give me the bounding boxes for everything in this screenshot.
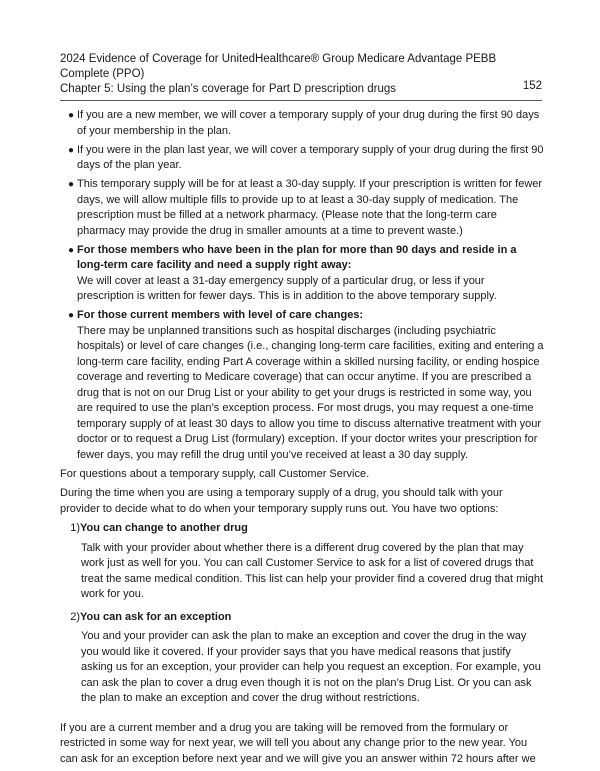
bullet-item [60, 177, 544, 239]
questions-paragraph: For questions about a temporary supply, call Customer Service. [60, 467, 370, 480]
chapter-title: Chapter 5: Using the plan’s coverage for Part D prescription drugs [60, 83, 397, 95]
option-item [60, 521, 544, 603]
bullet-dot-icon: ● [68, 310, 75, 321]
option-body: Talk with your provider about whether there is a different drug covered by the plan that may work just as well for you. You can call Customer Service to ask for a list of covered drugs that treat the same medical condition. This list can help your provider find a covered drug that might work for you. [81, 541, 544, 600]
bullet-dot-icon: ● [68, 110, 75, 121]
option-item [60, 610, 544, 707]
bullet-text: If you are a new member, we will cover a temporary supply of your drug during the first 90 days of your membership in the plan. [77, 109, 540, 137]
page-content [60, 108, 544, 771]
bullet-item [60, 308, 544, 463]
page-number: 152 [522, 80, 542, 92]
document-title: 2024 Evidence of Coverage for UnitedHealthcare® Group Medicare Advantage PEBB Complete (PPO) [60, 53, 497, 80]
bullet-heading: For those current members with level of care changes: [77, 309, 364, 321]
option-body: You and your provider can ask the plan to make an exception and cover the drug in the way you would like it covered. If your provider says that you have medical reasons that justify asking us for an exception, your provider can help you request an exception. For example, you can ask the plan to cover a drug even though it is not on the plan’s Drug List. Or you can ask the plan to make an exception and cover the drug without restrictions. [81, 630, 541, 704]
bullet-item [60, 143, 544, 174]
bullet-text: We will cover at least a 31-day emergency supply of a particular drug, or less if your prescription is written for fewer days. This is in addition to the above temporary supply. [77, 274, 497, 302]
bullet-item [60, 108, 544, 139]
bullet-dot-icon: ● [68, 144, 75, 156]
option-title: You can change to another drug [80, 522, 248, 534]
bullet-list [60, 108, 544, 463]
during-paragraph: During the time when you are using a temporary supply of a drug, you should talk with your provider to decide what to do when your temporary supply runs out. You have two options: [60, 487, 503, 515]
option-title: You can ask for an exception [80, 610, 232, 623]
bullet-dot-icon: ● [68, 244, 75, 256]
option-number: 1) [70, 522, 80, 534]
option-heading [60, 521, 544, 537]
bullet-text: If you were in the plan last year, we will cover a temporary supply of your drug during the first 90 days of the plan year. [77, 143, 544, 171]
bullet-text: This temporary supply will be for at least a 30-day supply. If your prescription is written for fewer days, we will allow multiple fills to provide up to at least a 30-day supply of medication. The prescription must be filled at a network pharmacy. (Please note that the long-term care pharmacy may provide the drug in smaller amounts at a time to prevent waste.) [77, 178, 543, 237]
header-row [60, 82, 542, 97]
page-header [60, 52, 542, 101]
option-heading [60, 610, 544, 626]
option-number: 2) [70, 610, 80, 623]
bullet-heading: For those members who have been in the plan for more than 90 days and reside in a long-term care facility and need a supply right away: [77, 243, 517, 271]
final-paragraph: If you are a current member and a drug you are taking will be removed from the formulary or restricted in some way for next year, we will tell you about any change prior to the new year. You can ask for an exception before next year and we will give you an answer within 72 hours after we [60, 721, 536, 765]
bullet-dot-icon: ● [68, 179, 75, 190]
bullet-item [60, 243, 544, 305]
bullet-text: There may be unplanned transitions such as hospital discharges (including psychiatric hospitals) or level of care changes (i.e., changing long-term care facilities, exiting and entering a long-term care facility, ending Part A coverage within a skilled nursing facility, or ending hospice coverage and reverting to Medicare coverage) that can occur anytime. If you are prescribed a drug that is not on our Drug List or your ability to get your drugs is restricted in some way, you are required to use the plan’s exception process. For most drugs, you may request a one-time temporary supply of at least 30 days to allow you time to discuss alternative treatment with your doctor or to request a Drug List (formulary) exception. If your doctor writes your prescription for fewer days, you may refill the drug until you’ve received at least a 30 day supply. [77, 324, 544, 461]
